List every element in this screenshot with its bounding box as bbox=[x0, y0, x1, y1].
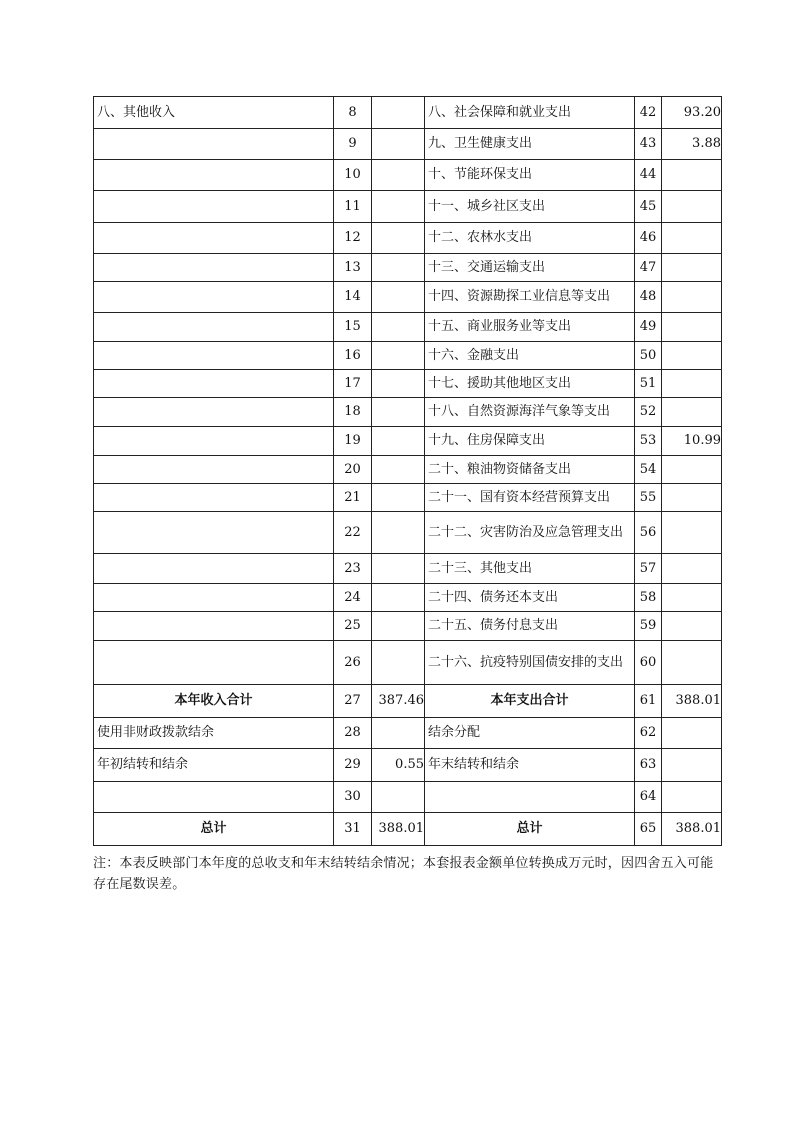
expenditure-amount-cell bbox=[662, 554, 722, 584]
expenditure-amount-cell bbox=[662, 313, 722, 342]
table-row bbox=[94, 427, 722, 456]
table-row bbox=[94, 782, 722, 813]
expenditure-item-cell: 二十五、债务付息支出 bbox=[425, 612, 635, 641]
table-row bbox=[94, 97, 722, 129]
income-item-cell bbox=[94, 641, 334, 685]
income-item-cell bbox=[94, 160, 334, 191]
expenditure-amount-cell bbox=[662, 718, 722, 749]
expenditure-amount-cell bbox=[662, 782, 722, 813]
expenditure-item-cell: 二十六、抗疫特别国债安排的支出 bbox=[425, 641, 635, 685]
income-amount-cell bbox=[372, 342, 425, 370]
table-row bbox=[94, 484, 722, 512]
expenditure-line-no-cell: 46 bbox=[635, 223, 662, 254]
table-row bbox=[94, 160, 722, 191]
expenditure-line-no-cell: 65 bbox=[635, 813, 662, 846]
expenditure-item-cell: 十八、自然资源海洋气象等支出 bbox=[425, 398, 635, 427]
expenditure-item-cell: 十七、援助其他地区支出 bbox=[425, 370, 635, 398]
income-item-cell bbox=[94, 584, 334, 612]
income-line-no-cell: 30 bbox=[334, 782, 372, 813]
expenditure-amount-cell: 10.99 bbox=[662, 427, 722, 456]
table-row bbox=[94, 342, 722, 370]
income-amount-cell bbox=[372, 370, 425, 398]
income-item-cell bbox=[94, 191, 334, 223]
income-item-cell bbox=[94, 456, 334, 484]
expenditure-amount-cell bbox=[662, 456, 722, 484]
expenditure-line-no-cell: 42 bbox=[635, 97, 662, 129]
expenditure-line-no-cell: 45 bbox=[635, 191, 662, 223]
income-amount-cell bbox=[372, 484, 425, 512]
income-amount-cell bbox=[372, 191, 425, 223]
income-amount-cell bbox=[372, 782, 425, 813]
expenditure-item-cell: 本年支出合计 bbox=[425, 685, 635, 718]
expenditure-item-cell: 十一、城乡社区支出 bbox=[425, 191, 635, 223]
expenditure-line-no-cell: 64 bbox=[635, 782, 662, 813]
income-item-cell bbox=[94, 370, 334, 398]
income-item-cell: 总计 bbox=[94, 813, 334, 846]
income-amount-cell bbox=[372, 456, 425, 484]
expenditure-line-no-cell: 43 bbox=[635, 129, 662, 160]
expenditure-amount-cell bbox=[662, 512, 722, 554]
expenditure-line-no-cell: 44 bbox=[635, 160, 662, 191]
income-amount-cell bbox=[372, 223, 425, 254]
expenditure-line-no-cell: 48 bbox=[635, 282, 662, 313]
expenditure-amount-cell bbox=[662, 223, 722, 254]
income-item-cell bbox=[94, 554, 334, 584]
table-row bbox=[94, 584, 722, 612]
income-expenditure-table bbox=[93, 96, 722, 846]
income-item-cell bbox=[94, 129, 334, 160]
table-footnote: 注：本表反映部门本年度的总收支和年末结转结余情况；本套报表金额单位转换成万元时，因四舍五入可能存在尾数误差。 bbox=[93, 856, 714, 892]
expenditure-line-no-cell: 50 bbox=[635, 342, 662, 370]
table-row bbox=[94, 554, 722, 584]
income-amount-cell bbox=[372, 282, 425, 313]
income-amount-cell bbox=[372, 512, 425, 554]
expenditure-item-cell: 二十四、债务还本支出 bbox=[425, 584, 635, 612]
expenditure-line-no-cell: 57 bbox=[635, 554, 662, 584]
expenditure-line-no-cell: 56 bbox=[635, 512, 662, 554]
income-amount-cell bbox=[372, 398, 425, 427]
expenditure-item-cell: 十三、交通运输支出 bbox=[425, 254, 635, 282]
expenditure-amount-cell: 388.01 bbox=[662, 685, 722, 718]
income-item-cell bbox=[94, 427, 334, 456]
income-item-cell bbox=[94, 282, 334, 313]
table-row bbox=[94, 223, 722, 254]
income-amount-cell bbox=[372, 129, 425, 160]
income-line-no-cell: 18 bbox=[334, 398, 372, 427]
income-item-cell: 年初结转和结余 bbox=[94, 749, 334, 782]
income-line-no-cell: 9 bbox=[334, 129, 372, 160]
expenditure-item-cell: 十九、住房保障支出 bbox=[425, 427, 635, 456]
income-item-cell bbox=[94, 512, 334, 554]
income-item-cell bbox=[94, 612, 334, 641]
table-row bbox=[94, 191, 722, 223]
expenditure-amount-cell bbox=[662, 191, 722, 223]
income-item-cell bbox=[94, 398, 334, 427]
income-line-no-cell: 16 bbox=[334, 342, 372, 370]
table-row bbox=[94, 512, 722, 554]
expenditure-line-no-cell: 49 bbox=[635, 313, 662, 342]
income-amount-cell: 0.55 bbox=[372, 749, 425, 782]
expenditure-amount-cell bbox=[662, 342, 722, 370]
expenditure-item-cell: 年末结转和结余 bbox=[425, 749, 635, 782]
income-line-no-cell: 17 bbox=[334, 370, 372, 398]
income-item-cell: 本年收入合计 bbox=[94, 685, 334, 718]
income-line-no-cell: 19 bbox=[334, 427, 372, 456]
income-amount-cell bbox=[372, 160, 425, 191]
table-row bbox=[94, 718, 722, 749]
income-line-no-cell: 10 bbox=[334, 160, 372, 191]
income-amount-cell: 387.46 bbox=[372, 685, 425, 718]
expenditure-item-cell bbox=[425, 782, 635, 813]
income-line-no-cell: 29 bbox=[334, 749, 372, 782]
income-line-no-cell: 27 bbox=[334, 685, 372, 718]
table-row bbox=[94, 749, 722, 782]
expenditure-line-no-cell: 62 bbox=[635, 718, 662, 749]
expenditure-line-no-cell: 52 bbox=[635, 398, 662, 427]
income-line-no-cell: 11 bbox=[334, 191, 372, 223]
expenditure-item-cell: 二十、粮油物资储备支出 bbox=[425, 456, 635, 484]
income-amount-cell bbox=[372, 554, 425, 584]
income-amount-cell bbox=[372, 254, 425, 282]
expenditure-amount-cell bbox=[662, 584, 722, 612]
expenditure-line-no-cell: 63 bbox=[635, 749, 662, 782]
table-row bbox=[94, 254, 722, 282]
table-row bbox=[94, 612, 722, 641]
expenditure-item-cell: 十五、商业服务业等支出 bbox=[425, 313, 635, 342]
income-line-no-cell: 25 bbox=[334, 612, 372, 641]
income-line-no-cell: 23 bbox=[334, 554, 372, 584]
expenditure-line-no-cell: 61 bbox=[635, 685, 662, 718]
income-line-no-cell: 8 bbox=[334, 97, 372, 129]
expenditure-amount-cell bbox=[662, 484, 722, 512]
table-row bbox=[94, 813, 722, 846]
expenditure-amount-cell bbox=[662, 254, 722, 282]
income-line-no-cell: 20 bbox=[334, 456, 372, 484]
expenditure-amount-cell: 93.20 bbox=[662, 97, 722, 129]
expenditure-line-no-cell: 55 bbox=[635, 484, 662, 512]
income-amount-cell: 388.01 bbox=[372, 813, 425, 846]
expenditure-item-cell: 二十二、灾害防治及应急管理支出 bbox=[425, 512, 635, 554]
expenditure-line-no-cell: 51 bbox=[635, 370, 662, 398]
expenditure-amount-cell bbox=[662, 370, 722, 398]
income-item-cell bbox=[94, 342, 334, 370]
income-line-no-cell: 26 bbox=[334, 641, 372, 685]
table-row bbox=[94, 370, 722, 398]
income-item-cell bbox=[94, 484, 334, 512]
income-line-no-cell: 13 bbox=[334, 254, 372, 282]
expenditure-item-cell: 十、节能环保支出 bbox=[425, 160, 635, 191]
expenditure-item-cell: 八、社会保障和就业支出 bbox=[425, 97, 635, 129]
income-amount-cell bbox=[372, 313, 425, 342]
expenditure-amount-cell bbox=[662, 641, 722, 685]
income-item-cell bbox=[94, 782, 334, 813]
income-amount-cell bbox=[372, 427, 425, 456]
expenditure-item-cell: 十六、金融支出 bbox=[425, 342, 635, 370]
expenditure-item-cell: 九、卫生健康支出 bbox=[425, 129, 635, 160]
income-item-cell bbox=[94, 223, 334, 254]
expenditure-line-no-cell: 58 bbox=[635, 584, 662, 612]
expenditure-line-no-cell: 53 bbox=[635, 427, 662, 456]
income-line-no-cell: 12 bbox=[334, 223, 372, 254]
income-item-cell: 八、其他收入 bbox=[94, 97, 334, 129]
expenditure-amount-cell bbox=[662, 749, 722, 782]
income-item-cell bbox=[94, 254, 334, 282]
expenditure-item-cell: 十四、资源勘探工业信息等支出 bbox=[425, 282, 635, 313]
income-line-no-cell: 15 bbox=[334, 313, 372, 342]
income-amount-cell bbox=[372, 641, 425, 685]
expenditure-line-no-cell: 54 bbox=[635, 456, 662, 484]
expenditure-amount-cell bbox=[662, 612, 722, 641]
expenditure-amount-cell: 388.01 bbox=[662, 813, 722, 846]
table-row bbox=[94, 641, 722, 685]
expenditure-amount-cell bbox=[662, 398, 722, 427]
income-line-no-cell: 22 bbox=[334, 512, 372, 554]
table-row bbox=[94, 456, 722, 484]
expenditure-line-no-cell: 60 bbox=[635, 641, 662, 685]
table-row bbox=[94, 685, 722, 718]
income-amount-cell bbox=[372, 718, 425, 749]
table-row bbox=[94, 398, 722, 427]
expenditure-item-cell: 二十三、其他支出 bbox=[425, 554, 635, 584]
expenditure-amount-cell: 3.88 bbox=[662, 129, 722, 160]
expenditure-line-no-cell: 47 bbox=[635, 254, 662, 282]
expenditure-item-cell: 二十一、国有资本经营预算支出 bbox=[425, 484, 635, 512]
income-amount-cell bbox=[372, 97, 425, 129]
income-amount-cell bbox=[372, 612, 425, 641]
expenditure-amount-cell bbox=[662, 282, 722, 313]
income-line-no-cell: 28 bbox=[334, 718, 372, 749]
expenditure-amount-cell bbox=[662, 160, 722, 191]
income-line-no-cell: 21 bbox=[334, 484, 372, 512]
income-amount-cell bbox=[372, 584, 425, 612]
income-line-no-cell: 14 bbox=[334, 282, 372, 313]
expenditure-item-cell: 十二、农林水支出 bbox=[425, 223, 635, 254]
table-row bbox=[94, 282, 722, 313]
income-line-no-cell: 31 bbox=[334, 813, 372, 846]
income-item-cell: 使用非财政拨款结余 bbox=[94, 718, 334, 749]
income-item-cell bbox=[94, 313, 334, 342]
table-row bbox=[94, 313, 722, 342]
expenditure-item-cell: 总计 bbox=[425, 813, 635, 846]
expenditure-item-cell: 结余分配 bbox=[425, 718, 635, 749]
expenditure-line-no-cell: 59 bbox=[635, 612, 662, 641]
income-line-no-cell: 24 bbox=[334, 584, 372, 612]
table-row bbox=[94, 129, 722, 160]
table-body bbox=[94, 97, 722, 846]
